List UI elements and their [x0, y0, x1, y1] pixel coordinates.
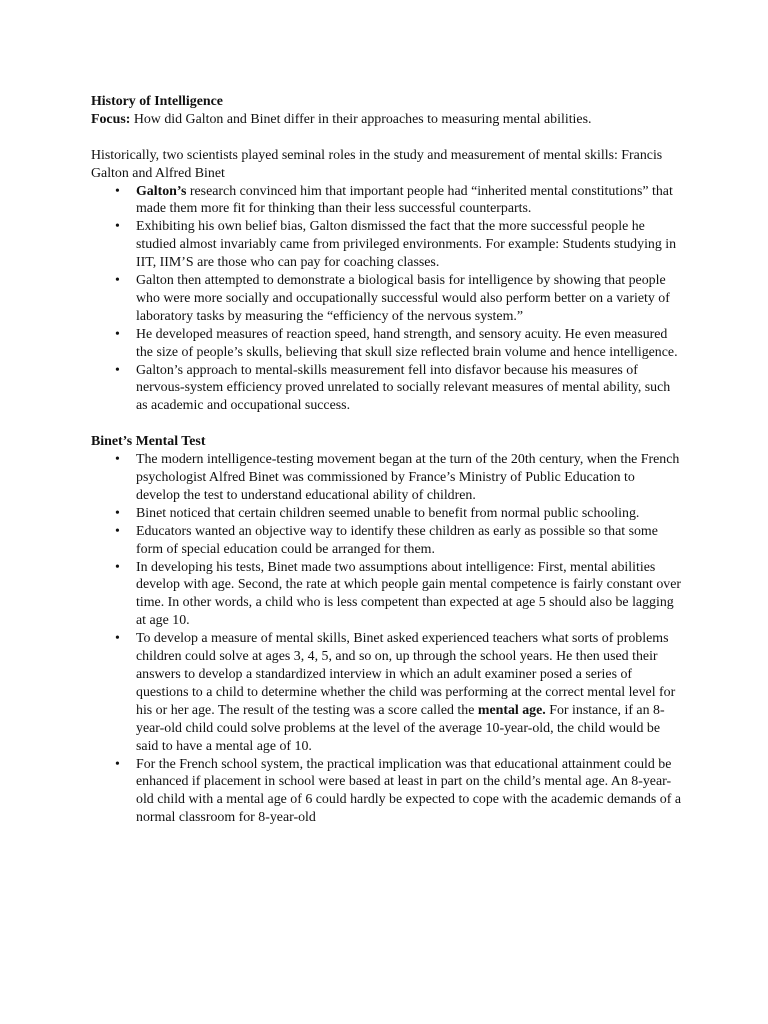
focus-text: How did Galton and Binet differ in their approaches to measuring mental abilities.	[130, 111, 592, 127]
bullet-text: For the French school system, the practical implication was that educational attainment could be enhanced if placement in school were based at least in part on the child’s mental age. An 8-year-old child with a mental age of 6 could hardly be expected to cope with the academic demands of a normal classroom for 8-year-old	[136, 756, 682, 826]
bullet-text: Exhibiting his own belief bias, Galton dismissed the fact that the more successful people he studied almost invariably came from privileged environments. For example: Students studying in IIT, IIM’S are those who can pay for coaching classes.	[136, 219, 677, 271]
list-item	[91, 559, 681, 631]
document-page	[91, 93, 681, 827]
bullet-icon: •	[115, 219, 120, 235]
bullet-icon: •	[115, 452, 120, 468]
bullet-icon: •	[115, 559, 120, 575]
bullet-icon: •	[115, 183, 120, 199]
list-item	[91, 630, 681, 755]
bullet-text: The modern intelligence-testing movement began at the turn of the 20th century, when the French psychologist Alfred Binet was commissioned by France’s Ministry of Public Education to develop the test to understand educational ability of children.	[136, 452, 680, 503]
focus-label: Focus:	[91, 111, 131, 127]
bullet-text: He developed measures of reaction speed, hand strength, and sensory acuity. He even measured the size of people’s skulls, believing that skull size reflected brain volume and hence intelligence.	[136, 326, 678, 360]
bullet-text: research convinced him that important people had “inherited mental constitutions” that made them more fit for thinking than their less successful counterparts.	[136, 183, 673, 217]
list-item	[91, 505, 681, 523]
section-heading-history: History of Intelligence	[91, 94, 223, 109]
section-heading-binet: Binet’s Mental Test	[91, 434, 206, 450]
list-item	[91, 272, 681, 326]
bullet-text: For instance, if an 8-year-old child could solve problems at the level of the average 10-year-old, the child would be said to have a mental age of 10.	[136, 702, 665, 754]
bullet-icon: •	[115, 505, 120, 521]
focus-line	[91, 111, 681, 129]
list-item	[91, 183, 681, 219]
mental-age-term: mental age.	[477, 702, 546, 718]
bullet-icon: •	[115, 523, 120, 539]
bullet-icon: •	[115, 362, 120, 378]
bullet-text: Educators wanted an objective way to identify these children as early as possible so that some form of special education could be arranged for them.	[136, 523, 658, 557]
list-item	[91, 756, 681, 828]
binet-bullet-list	[91, 451, 681, 827]
list-item	[91, 451, 681, 505]
bullet-icon: •	[115, 326, 120, 342]
bullet-text: Galton’s approach to mental-skills measurement fell into disfavor because his measures of nervous-system efficiency proved unrelated to socially relevant measures of mental ability, such as academic and occupational success.	[136, 362, 671, 414]
bullet-text: Galton then attempted to demonstrate a biological basis for intelligence by showing that people who were more socially and occupationally successful would also perform better on a variety of laboratory tasks by measuring the “efficiency of the nervous system.”	[136, 273, 670, 324]
bullet-icon: •	[115, 631, 120, 647]
list-item	[91, 523, 681, 559]
list-item	[91, 362, 681, 416]
list-item	[91, 218, 681, 272]
bullet-icon: •	[115, 756, 120, 772]
galton-bold-label: Galton’s	[136, 183, 187, 199]
history-bullet-list	[91, 183, 681, 416]
bullet-text: To develop a measure of mental skills, Binet asked experienced teachers what sorts of problems children could solve at ages 3, 4, 5, and so on, up through the school years. He then used their answers to develop a standardized interview in which an adult examiner posed a series of questions to a child to determine whether the child was performing at the correct mental level for his or her age. The result of the testing was a score called the	[136, 631, 676, 718]
list-item	[91, 326, 681, 362]
intro-paragraph: Historically, two scientists played seminal roles in the study and measurement of mental skills: Francis Galton and Alfred Binet	[91, 147, 663, 181]
bullet-text: Binet noticed that certain children seemed unable to benefit from normal public schooling.	[136, 505, 640, 521]
bullet-icon: •	[115, 273, 120, 289]
bullet-text: In developing his tests, Binet made two assumptions about intelligence: First, mental abilities develop with age. Second, the rate at which people gain mental competence is fairly constant over time. In other words, a child who is less competent than expected at age 5 should also be lagging at age 10.	[136, 559, 682, 629]
